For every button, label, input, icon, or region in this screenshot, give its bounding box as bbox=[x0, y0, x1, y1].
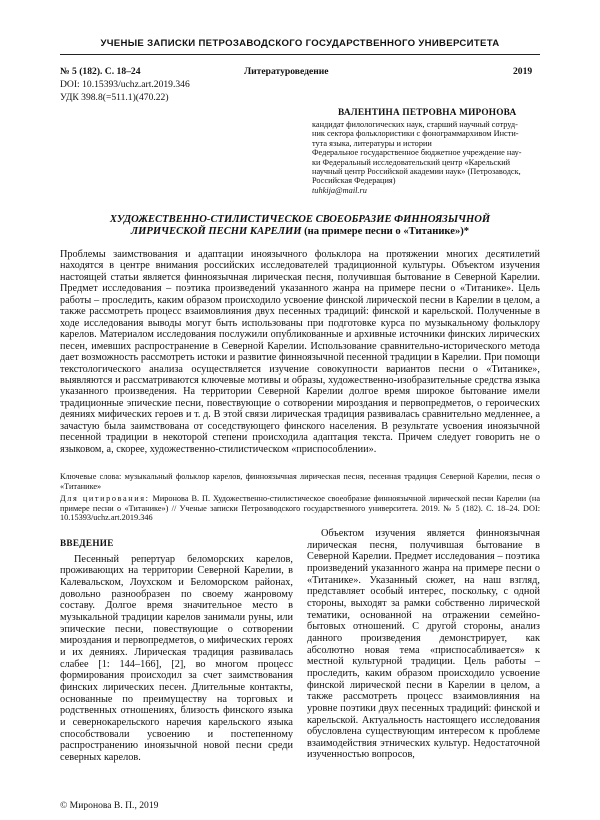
abstract: Проблемы заимствования и адаптации иноязычного фольклора на протяжении многих десятилетий находятся в центре внимания российских исследователей традиционной культуры. Объектом изучения настоящей статьи является финноязычная лирическая песня, получившая бытование в Северной Карелии. Предмет исследования – поэтика произведений указанного жанра на примере песни о «Титанике». Цель работы – проследить, каким образом происходило усвоение финской лирической песни в Карелии в целом, а также рассмотреть процесс взаимовлияния двух песенных традиций: финской и карельской. Полученные в ходе исследования выводы могут быть использованы при подготовке курса по музыкальному фольклору карелов. Материалом исследования послужили опубликованные и архивные источники финских лирических песен, имевших распространение в Северной Карелии. Использование сравнительно-исторического метода дает возможность рассмотреть истоки и развитие финноязычной песенной традиции в Карелии. При помощи текстологического анализа осуществляется изучение совокупности вариантов песни о «Титанике», выявляются и рассматриваются ключевые мотивы и образы, художественно-изобразительные средства языка указанного произведения. На территории Северной Карелии долгое время широкое бытование имели традиционные эпические песни, повествующие о сотворении мироздания и первопредметов, о героических деяниях мифических героев и т. д. В этой связи лирическая традиция развивалась сравнительно медленнее, а зачастую была заимствована от соседствующего финского населения. В результате усвоения иноязычной песенной традиции в некоторой степени происходила адаптация текста. Причем следует говорить не о языковом, а, скорее, художественно-стилистическом «приспособлении». bbox=[60, 249, 540, 455]
author-affiliation bbox=[312, 120, 540, 195]
journal-title: УЧЕНЫЕ ЗАПИСКИ ПЕТРОЗАВОДСКОГО ГОСУДАРСТВЕННОГО УНИВЕРСИТЕТА bbox=[100, 38, 500, 49]
year: 2019 bbox=[513, 66, 533, 77]
issue-info: № 5 (182). С. 18–24 bbox=[60, 66, 141, 77]
citation bbox=[60, 494, 540, 523]
title-main-end: ЛИРИЧЕСКОЙ ПЕСНИ КАРЕЛИИ bbox=[130, 226, 302, 238]
section-title: ВВЕДЕНИЕ bbox=[60, 538, 114, 548]
body-paragraph-2: Объектом изучения является финноязычная лирическая песня, получившая бытование в Северной Карелии. Предмет исследования – поэтика произведений указанного жанра на примере песни о «Титанике». Указанный сюжет, на наш взгляд, представляет особый интерес, поскольку, с одной стороны, выходят за рамки собственно лирической тематики, основанной на отражении семейно-бытовых отношений. С другой стороны, анализ данного произведения демонстрирует, как абсолютно новая тема «приспосабливается» к местной культурной традиции. Цель работы – проследить, каким образом происходило усвоение финской лирической песни в Карелии в целом, а также рассмотреть процесс взаимовлияния на уровне поэтики двух песенных традиций: финской и карельской. Актуальность настоящего исследования обусловлена существующим интересом к проблеме взаимодействия этнических культур. Недостаточной изученностью вопросов, bbox=[307, 528, 540, 761]
section-name: Литературоведение bbox=[244, 66, 329, 77]
citation-label: Для цитирования: bbox=[60, 494, 150, 503]
body-paragraph-1: Песенный репертуар беломорских карелов, проживающих на территории Северной Карелии, в Калевальском, Лоухском и Беломорском районах, довольно разнообразен по своему жанровому составу. Долгое время значительное место в музыкальной традиции карелов занимали руны, или эпические песни, повествующие о сотворении мироздания и первопредметов, о мифических героях и их деяниях. Лирическая традиция развивалась слабее [1: 144–166], [2], во многом процесс формирования происходил за счет заимствования финских лирических песен. Длительные контакты, основанные по преимуществу на торговых и родственных отношениях, близость финского языка и севернокарельского наречия карельского языка способствовали усвоению и постепенному распространению иноязычной новой песни среди северных карелов. bbox=[60, 553, 293, 763]
doi: DOI: 10.15393/uchz.art.2019.346 bbox=[60, 79, 190, 90]
body-column-1 bbox=[60, 538, 293, 763]
copyright: © Миронова В. П., 2019 bbox=[60, 800, 159, 811]
author-name: ВАЛЕНТИНА ПЕТРОВНА МИРОНОВА bbox=[338, 108, 517, 118]
title-line-2 bbox=[60, 226, 540, 238]
body-column-2 bbox=[307, 528, 540, 761]
keywords: Ключевые слова: музыкальный фольклор карелов, финноязычная лирическая песня, песенная традиция Северной Карелии, песня о «Титанике» bbox=[60, 472, 540, 491]
affiliation-institution: Федеральное государственное бюджетное учреждение нау- ки Федеральный исследовательский центр «Карельский научный центр Российской академии наук» (Петрозаводск, Российская Федерация) bbox=[312, 148, 522, 186]
article-title bbox=[60, 214, 540, 239]
title-line-1: ХУДОЖЕСТВЕННО-СТИЛИСТИЧЕСКОЕ СВОЕОБРАЗИЕ ФИННОЯЗЫЧНОЙ bbox=[109, 214, 491, 225]
affiliation-position: кандидат филологических наук, старший научный сотруд- ник сектора фольклористики с фонограммархивом Инсти- тута языка, литературы и истории bbox=[312, 120, 519, 148]
author-email: tuhkija@mail.ru bbox=[312, 185, 367, 195]
udk: УДК 398.8(=511.1)(470.22) bbox=[60, 92, 169, 103]
header-rule bbox=[60, 54, 540, 55]
title-subtitle: (на примере песни о «Титанике»)* bbox=[301, 226, 470, 238]
citation-text: Миронова В. П. Художественно-стилистическое своеобразие финноязычной лирической песни Карелии (на примере песни о «Титанике») // Ученые записки Петрозаводского государственного университета. 2019. № 5 (182). С. 18–24. DOI: 10.15393/uchz.art.2019.346 bbox=[60, 494, 540, 522]
